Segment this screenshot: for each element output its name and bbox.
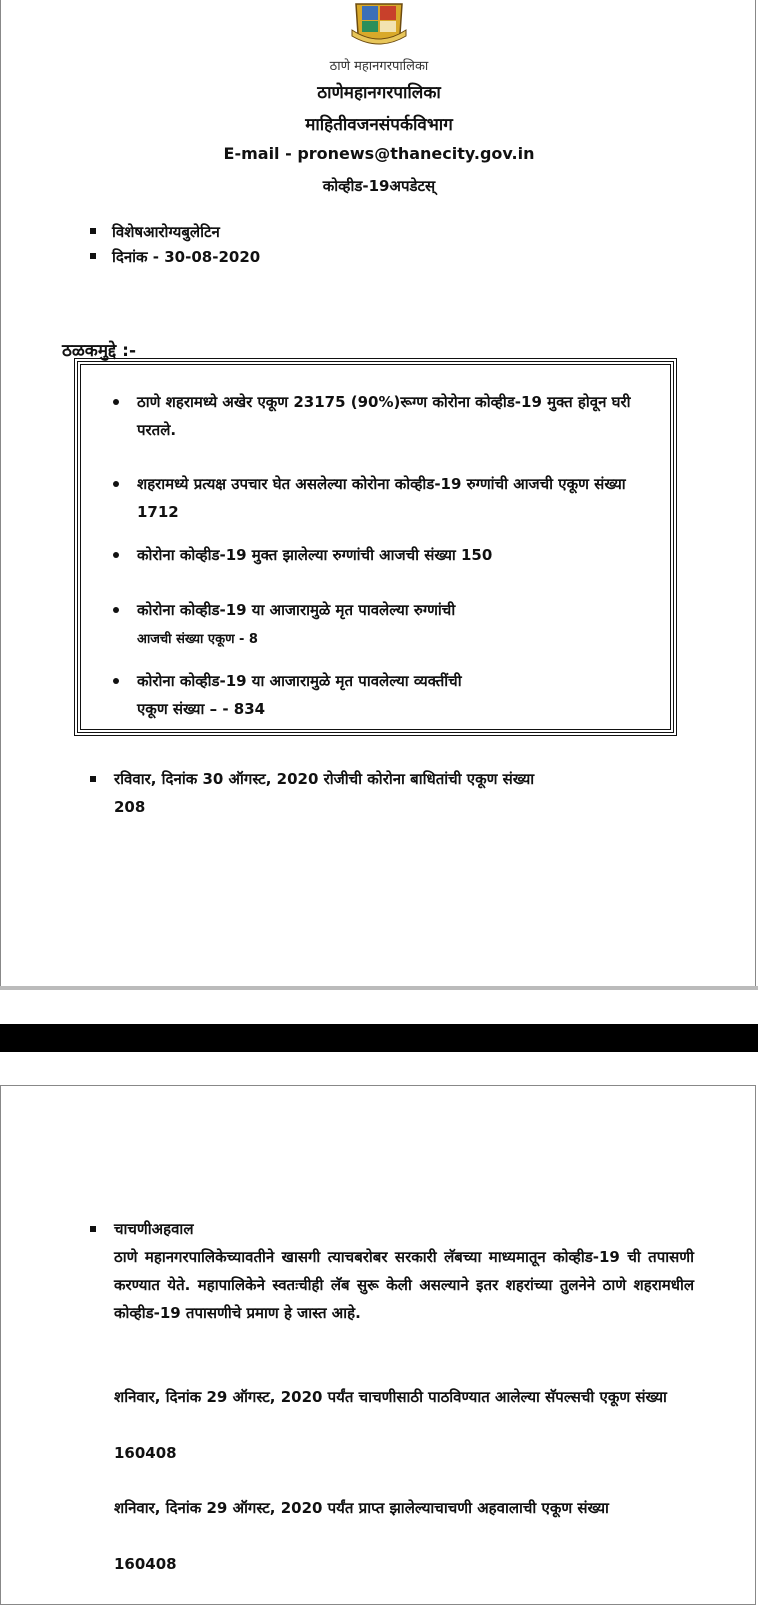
- page-shadow: [0, 986, 758, 990]
- page-separator: [0, 1024, 758, 1052]
- email-line: E-mail - pronews@thanecity.gov.in: [223, 144, 535, 163]
- document-page-2: [0, 1085, 756, 1605]
- highlights-title: ठळकमुद्दे :-: [62, 341, 137, 361]
- testing-heading: चाचणीअहवाल: [114, 1220, 194, 1238]
- death-today-line2: आजची संख्या एकूण - 8: [137, 632, 258, 647]
- death-total-line1: कोरोना कोव्हीड-19 या आजारामुळे मृत पावलेल्या व्यक्तींची: [137, 672, 462, 690]
- samples-sent-text: शनिवार, दिनांक 29 ऑगस्ट, 2020 पर्यंत चाचणीसाठी पाठविण्यात आलेल्या सॅपल्सची एकूण संख्या: [114, 1388, 667, 1406]
- death-total-line2: एकूण संख्या – - 834: [137, 700, 266, 718]
- death-today-line1: कोरोना कोव्हीड-19 या आजारामुळे मृत पावलेल्या रुग्णांची: [137, 601, 456, 619]
- bulletin-text: विशेषआरोग्यबुलेटिन: [112, 223, 220, 241]
- reports-received-text: शनिवार, दिनांक 29 ऑगस्ट, 2020 पर्यंत प्राप्त झालेल्याचाचणी अहवालाची एकूण संख्या: [114, 1499, 609, 1517]
- highlight-item: [113, 667, 643, 723]
- highlight-text-group: [137, 596, 643, 654]
- highlight-text: ठाणे शहरामध्ये अखेर एकूण 23175 (90%)रूग्ण कोरोना कोव्हीड-19 मुक्त होवून घरी परतले.: [137, 393, 631, 439]
- logo-caption: ठाणे महानगरपालिका: [329, 59, 429, 74]
- sunday-count-text: [114, 765, 650, 821]
- highlight-item: [113, 388, 643, 444]
- bullet-icon: [113, 552, 119, 558]
- update-title: कोव्हीड-19अपडेटस्: [322, 177, 436, 195]
- bullet-icon: [113, 607, 119, 613]
- square-bullet-icon: [90, 776, 96, 782]
- square-bullet-icon: [90, 228, 96, 234]
- highlight-text-group: [137, 667, 643, 723]
- bulletin-label: [90, 222, 220, 242]
- samples-sent-value: 160408: [114, 1444, 177, 1462]
- department-name: माहितीवजनसंपर्कविभाग: [305, 115, 453, 135]
- highlight-item: [113, 596, 643, 654]
- date-label: [90, 247, 260, 267]
- highlight-text: कोरोना कोव्हीड-19 मुक्त झालेल्या रुग्णांची आजची संख्या 150: [137, 546, 493, 564]
- organization-name: ठाणेमहानगरपालिका: [317, 83, 441, 103]
- sunday-count-value: 208: [114, 798, 146, 816]
- sunday-count: [90, 765, 650, 821]
- testing-paragraph: ठाणे महानगरपालिकेच्यावतीने खासगी त्याचबरोबर सरकारी लॅबच्या माध्यमातून कोव्हीड-19 ची तपासणी करण्यात येते. महापालिकेने स्वतःचीही लॅब सुरू केली असल्याने इतर शहरांच्या तुलनेने ठाणे शहरामधील कोव्हीड-19 तपासणीचे प्रमाण हे जास्त आहे.: [114, 1248, 694, 1322]
- bullet-icon: [113, 399, 119, 405]
- highlights-box: [77, 361, 674, 733]
- highlight-text: शहरामध्ये प्रत्यक्ष उपचार घेत असलेल्या कोरोना कोव्हीड-19 रुग्णांची आजची एकूण संख्या 1712: [137, 475, 626, 521]
- square-bullet-icon: [90, 1226, 96, 1232]
- reports-received-value: 160408: [114, 1555, 177, 1573]
- sunday-count-label: रविवार, दिनांक 30 ऑगस्ट, 2020 रोजीची कोरोना बाधितांची एकूण संख्या: [114, 770, 535, 788]
- highlight-item: [113, 470, 643, 526]
- square-bullet-icon: [90, 253, 96, 259]
- thane-municipal-emblem-icon: [348, 0, 410, 48]
- bullet-icon: [113, 481, 119, 487]
- highlight-item: [113, 541, 643, 569]
- bullet-icon: [113, 678, 119, 684]
- date-text: दिनांक - 30-08-2020: [112, 248, 261, 266]
